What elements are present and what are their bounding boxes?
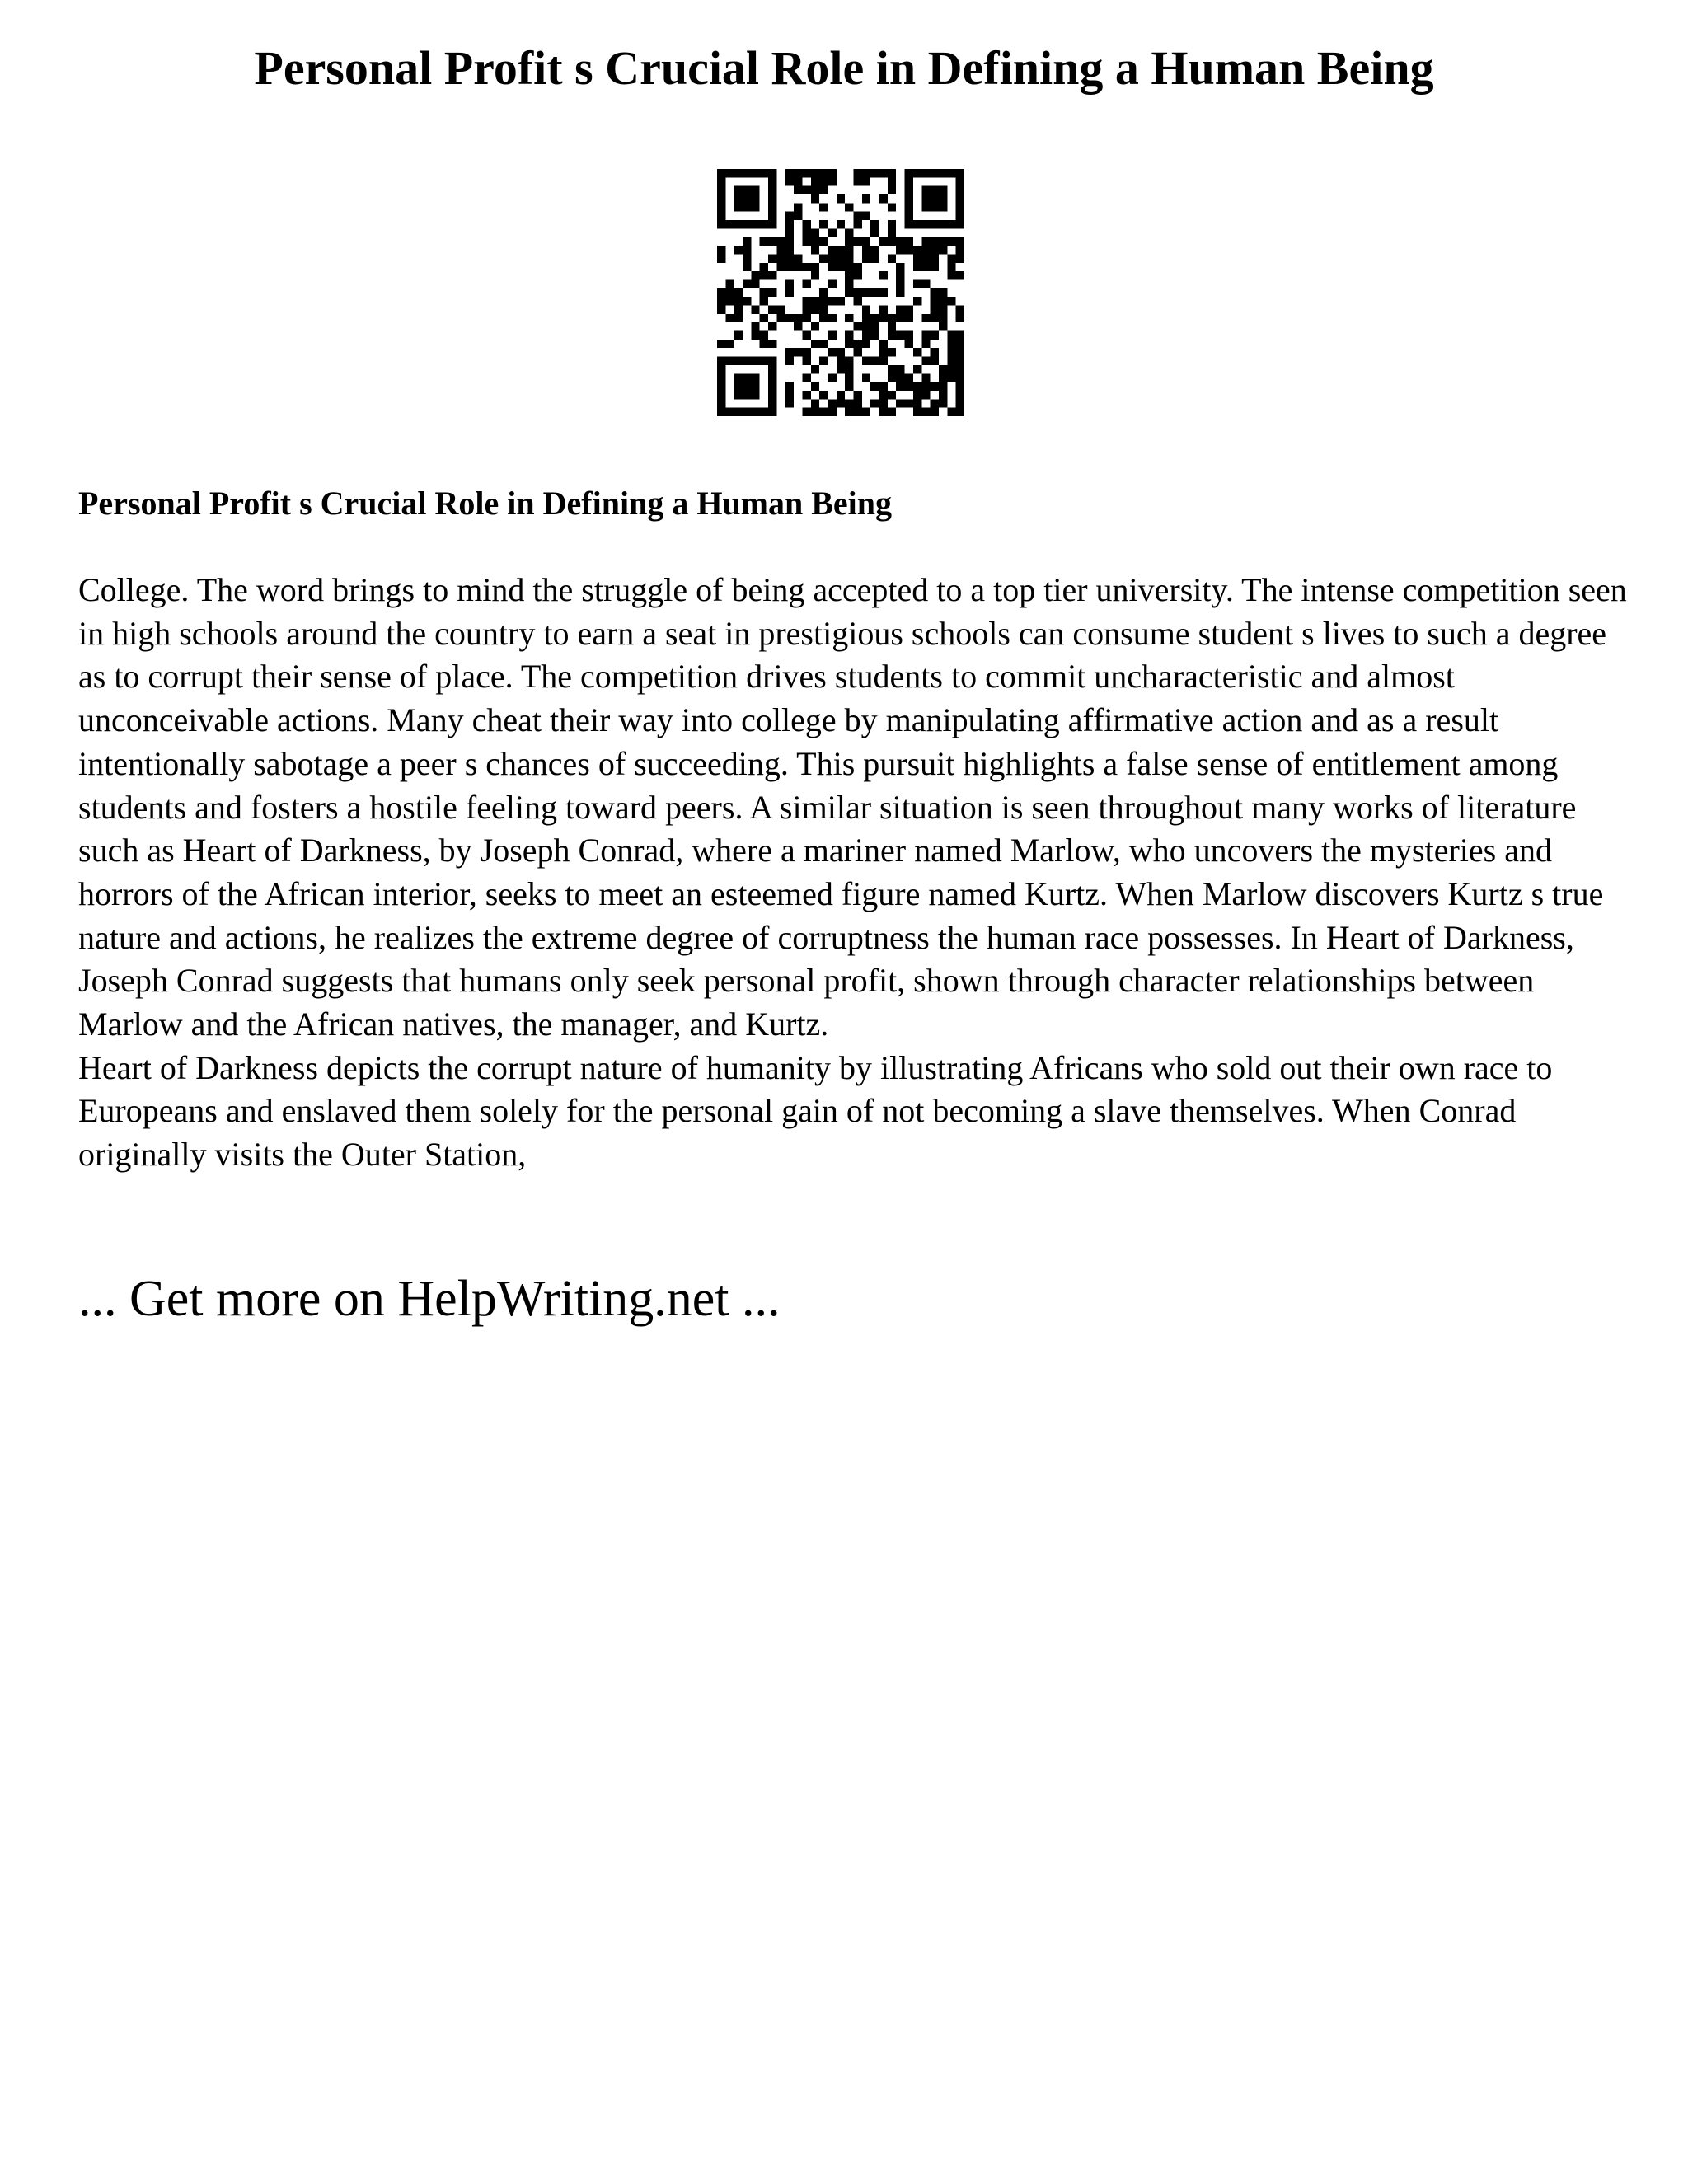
get-more-link[interactable]: ... Get more on HelpWriting.net ... <box>78 1271 781 1327</box>
body-paragraph: College. The word brings to mind the struggle of being accepted to a top tier university. The intense competition seen in high schools around the country to earn a seat in prestigious schools can consume student s lives to such a degree as to corrupt their sense of place. The competition drives students to commit uncharacteristic and almost unconceivable actions. Many cheat their way into college by manipulating affirmative action and as a result intentionally sabotage a peer s chances of succeeding. This pursuit highlights a false sense of entitlement among students and fosters a hostile feeling toward peers. A similar situation is seen throughout many works of literature such as Heart of Darkness, by Joseph Conrad, where a mariner named Marlow, who uncovers the mysteries and horrors of the African interior, seeks to meet an esteemed figure named Kurtz. When Marlow discovers Kurtz s true nature and actions, he realizes the extreme degree of corruptness the human race possesses. In Heart of Darkness, Joseph Conrad suggests that humans only seek personal profit, shown through character relationships between Marlow and the African natives, the manager, and Kurtz. <box>78 571 1627 1043</box>
body-paragraph: Heart of Darkness depicts the corrupt nature of humanity by illustrating Africans who sold out their own race to Europeans and enslaved them solely for the personal gain of not becoming a slave themselves. When Conrad originally visits the Outer Station, <box>78 1048 1553 1174</box>
document-body <box>78 569 1628 1177</box>
qr-code-icon <box>717 169 964 416</box>
document-title: Personal Profit s Crucial Role in Defining a Human Being <box>254 41 1434 95</box>
document-subtitle: Personal Profit s Crucial Role in Defining a Human Being <box>78 485 893 522</box>
